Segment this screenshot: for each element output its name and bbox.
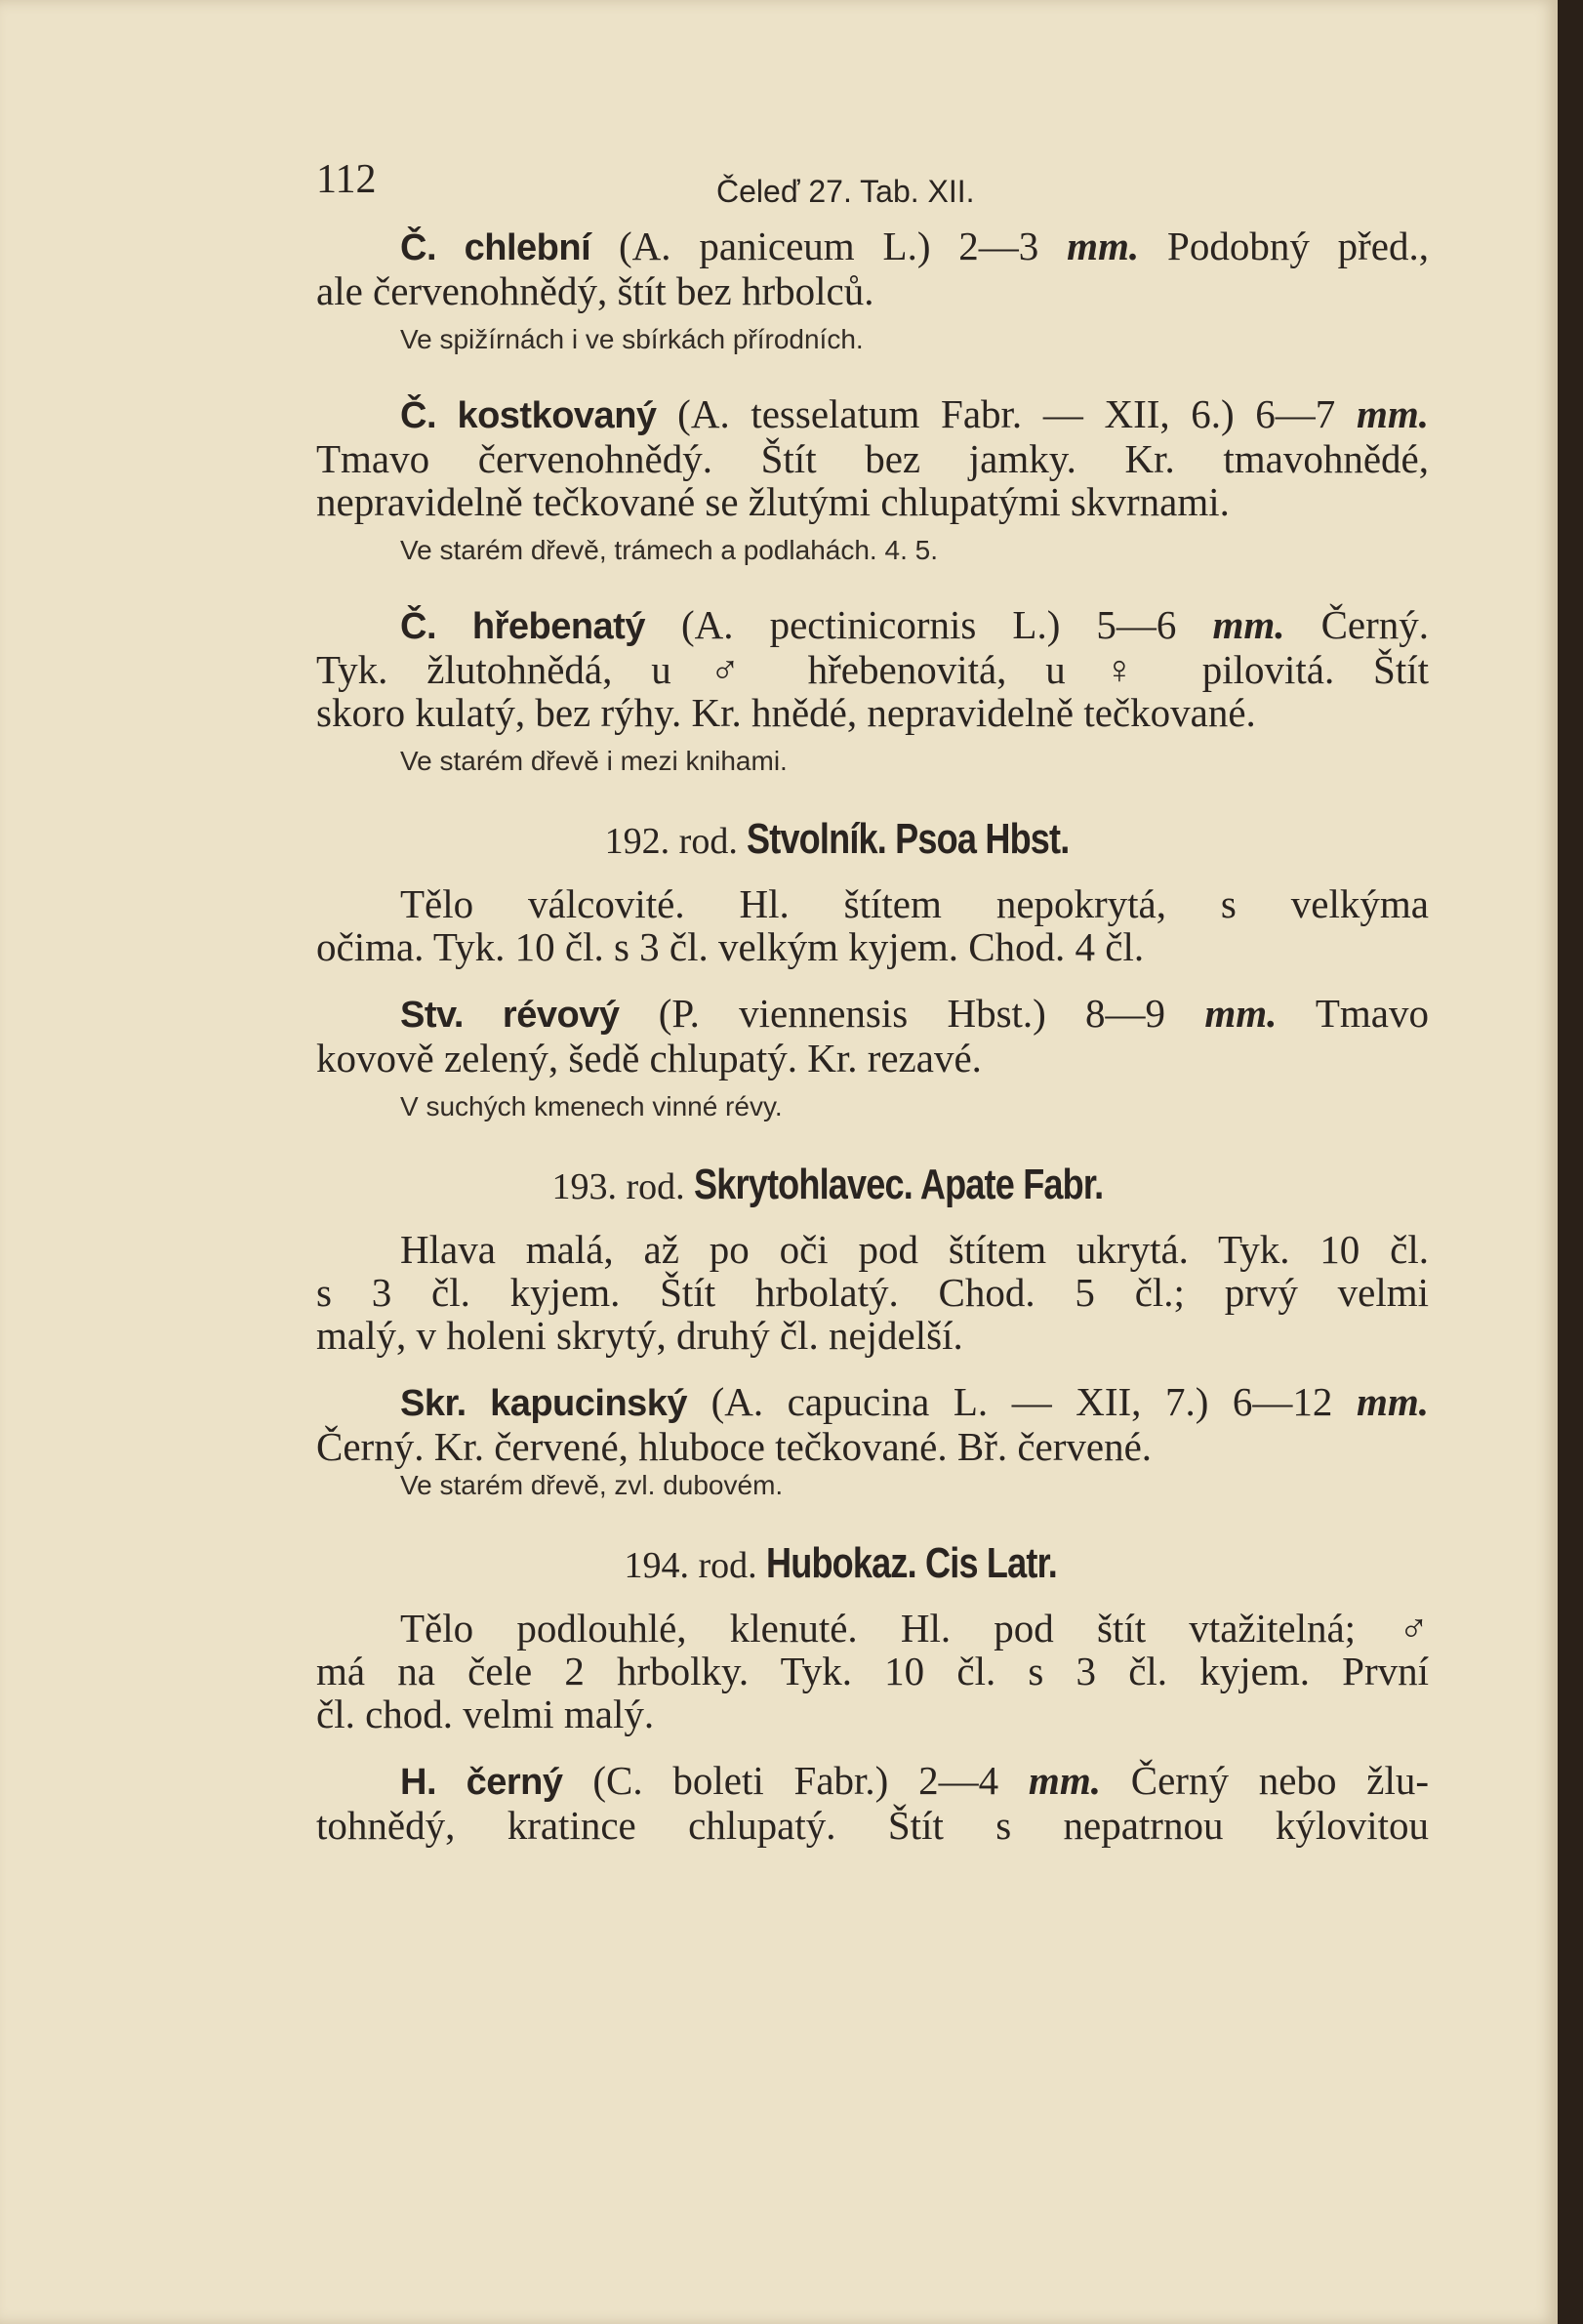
species-entry (316, 224, 1429, 312)
genus-label: 192. rod. (604, 821, 738, 862)
species-name: H. černý (400, 1762, 563, 1803)
genus-name: Stvolník. Psoa Hbst. (747, 815, 1070, 863)
species-entry (316, 1759, 1429, 1847)
entry-line: Tělo podlouhlé, klenuté. Hl. pod štít vtažitelná; ♂ (400, 1606, 1429, 1651)
entry-line: Tělo válcovité. Hl. štítem nepokrytá, s velkýma (400, 881, 1429, 926)
entry-line: čl. chod. velmi malý. (316, 1692, 655, 1736)
species-entry (316, 603, 1429, 734)
page-number: 112 (316, 157, 377, 202)
species-name: Skr. kapucinský (400, 1383, 688, 1424)
entry-line: má na čele 2 hrbolky. Tyk. 10 čl. s 3 čl. kyjem. První (316, 1649, 1429, 1693)
genus-description (316, 1228, 1429, 1357)
page-text (316, 146, 1429, 1847)
habitat-note: Ve starém dřevě, zvl. dubovém. (400, 1470, 784, 1500)
entry-line: Č. hřebenatý (A. pectinicornis L.) 5—6 mm. Černý. (400, 602, 1430, 647)
species-name: Č. hřebenatý (400, 606, 645, 647)
entry-line: Skr. kapucinský (A. capucina L. — XII, 7.) 6—12 mm. (400, 1379, 1429, 1424)
genus-label: 193. rod. (551, 1166, 685, 1207)
entry-line: tohnědý, kratince chlupatý. Štít s nepatrnou kýlovitou (316, 1803, 1429, 1848)
genus-description (316, 882, 1429, 968)
entry-line: Č. kostkovaný (A. tesselatum Fabr. — XII, 6.) 6—7 mm. (400, 391, 1429, 436)
species-name: Stv. révový (400, 995, 620, 1036)
genus-label: 194. rod. (624, 1545, 757, 1586)
entry-line: kovově zelený, šedě chlupatý. Kr. rezavé. (316, 1036, 982, 1080)
genus-description (316, 1607, 1429, 1735)
entry-line: Černý. Kr. červené, hluboce tečkované. Bř. červené. (316, 1424, 1153, 1469)
entry-line: Tmavo červenohnědý. Štít bez jamky. Kr. tmavohnědé, (316, 436, 1429, 481)
entry-line: očima. Tyk. 10 čl. s 3 čl. velkým kyjem. Chod. 4 čl. (316, 924, 1145, 969)
genus-heading (316, 815, 1429, 863)
page-header (316, 146, 1429, 224)
genus-heading (316, 1163, 1429, 1208)
habitat-note: V suchých kmenech vinné révy. (400, 1091, 783, 1121)
habitat-note: Ve starém dřevě i mezi knihami. (400, 746, 788, 776)
entry-line: H. černý (C. boleti Fabr.) 2—4 mm. Černý nebo žlu- (400, 1758, 1429, 1803)
genus-heading (316, 1539, 1429, 1587)
species-entry (316, 992, 1429, 1080)
habitat-note: Ve spižírnách i ve sbírkách přírodních. (400, 324, 864, 354)
species-name: Č. kostkovaný (400, 395, 657, 436)
entry-line: s 3 čl. kyjem. Štít hrbolatý. Chod. 5 čl.; prvý velmi (316, 1270, 1429, 1315)
entry-line: nepravidelně tečkované se žlutými chlupatými skvrnami. (316, 479, 1230, 524)
habitat-note: Ve starém dřevě, trámech a podlahách. 4. 5. (400, 535, 938, 565)
entry-line: Tyk. žlutohnědá, u ♂ hřebenovitá, u ♀ pilovitá. Štít (316, 647, 1429, 692)
entry-line: malý, v holeni skrytý, druhý čl. nejdelší. (316, 1313, 963, 1358)
species-entry (316, 392, 1429, 523)
running-title: Čeleď 27. Tab. XII. (716, 174, 975, 209)
entry-line: ale červenohnědý, štít bez hrbolců. (316, 268, 874, 313)
entry-line: skoro kulatý, bez rýhy. Kr. hnědé, nepravidelně tečkované. (316, 690, 1256, 735)
entry-line: Hlava malá, až po oči pod štítem ukrytá. Tyk. 10 čl. (400, 1227, 1429, 1272)
species-entry (316, 1380, 1429, 1468)
genus-name: Hubokaz. Cis Latr. (766, 1539, 1058, 1587)
entry-line: Stv. révový (P. viennensis Hbst.) 8—9 mm. Tmavo (400, 991, 1429, 1036)
page-edge (1558, 0, 1583, 2324)
species-name: Č. chlební (400, 227, 591, 268)
genus-name: Skrytohlavec. Apate Fabr. (694, 1161, 1104, 1208)
entry-line: Č. chlební (A. paniceum L.) 2—3 mm. Podobný před., (400, 224, 1429, 268)
